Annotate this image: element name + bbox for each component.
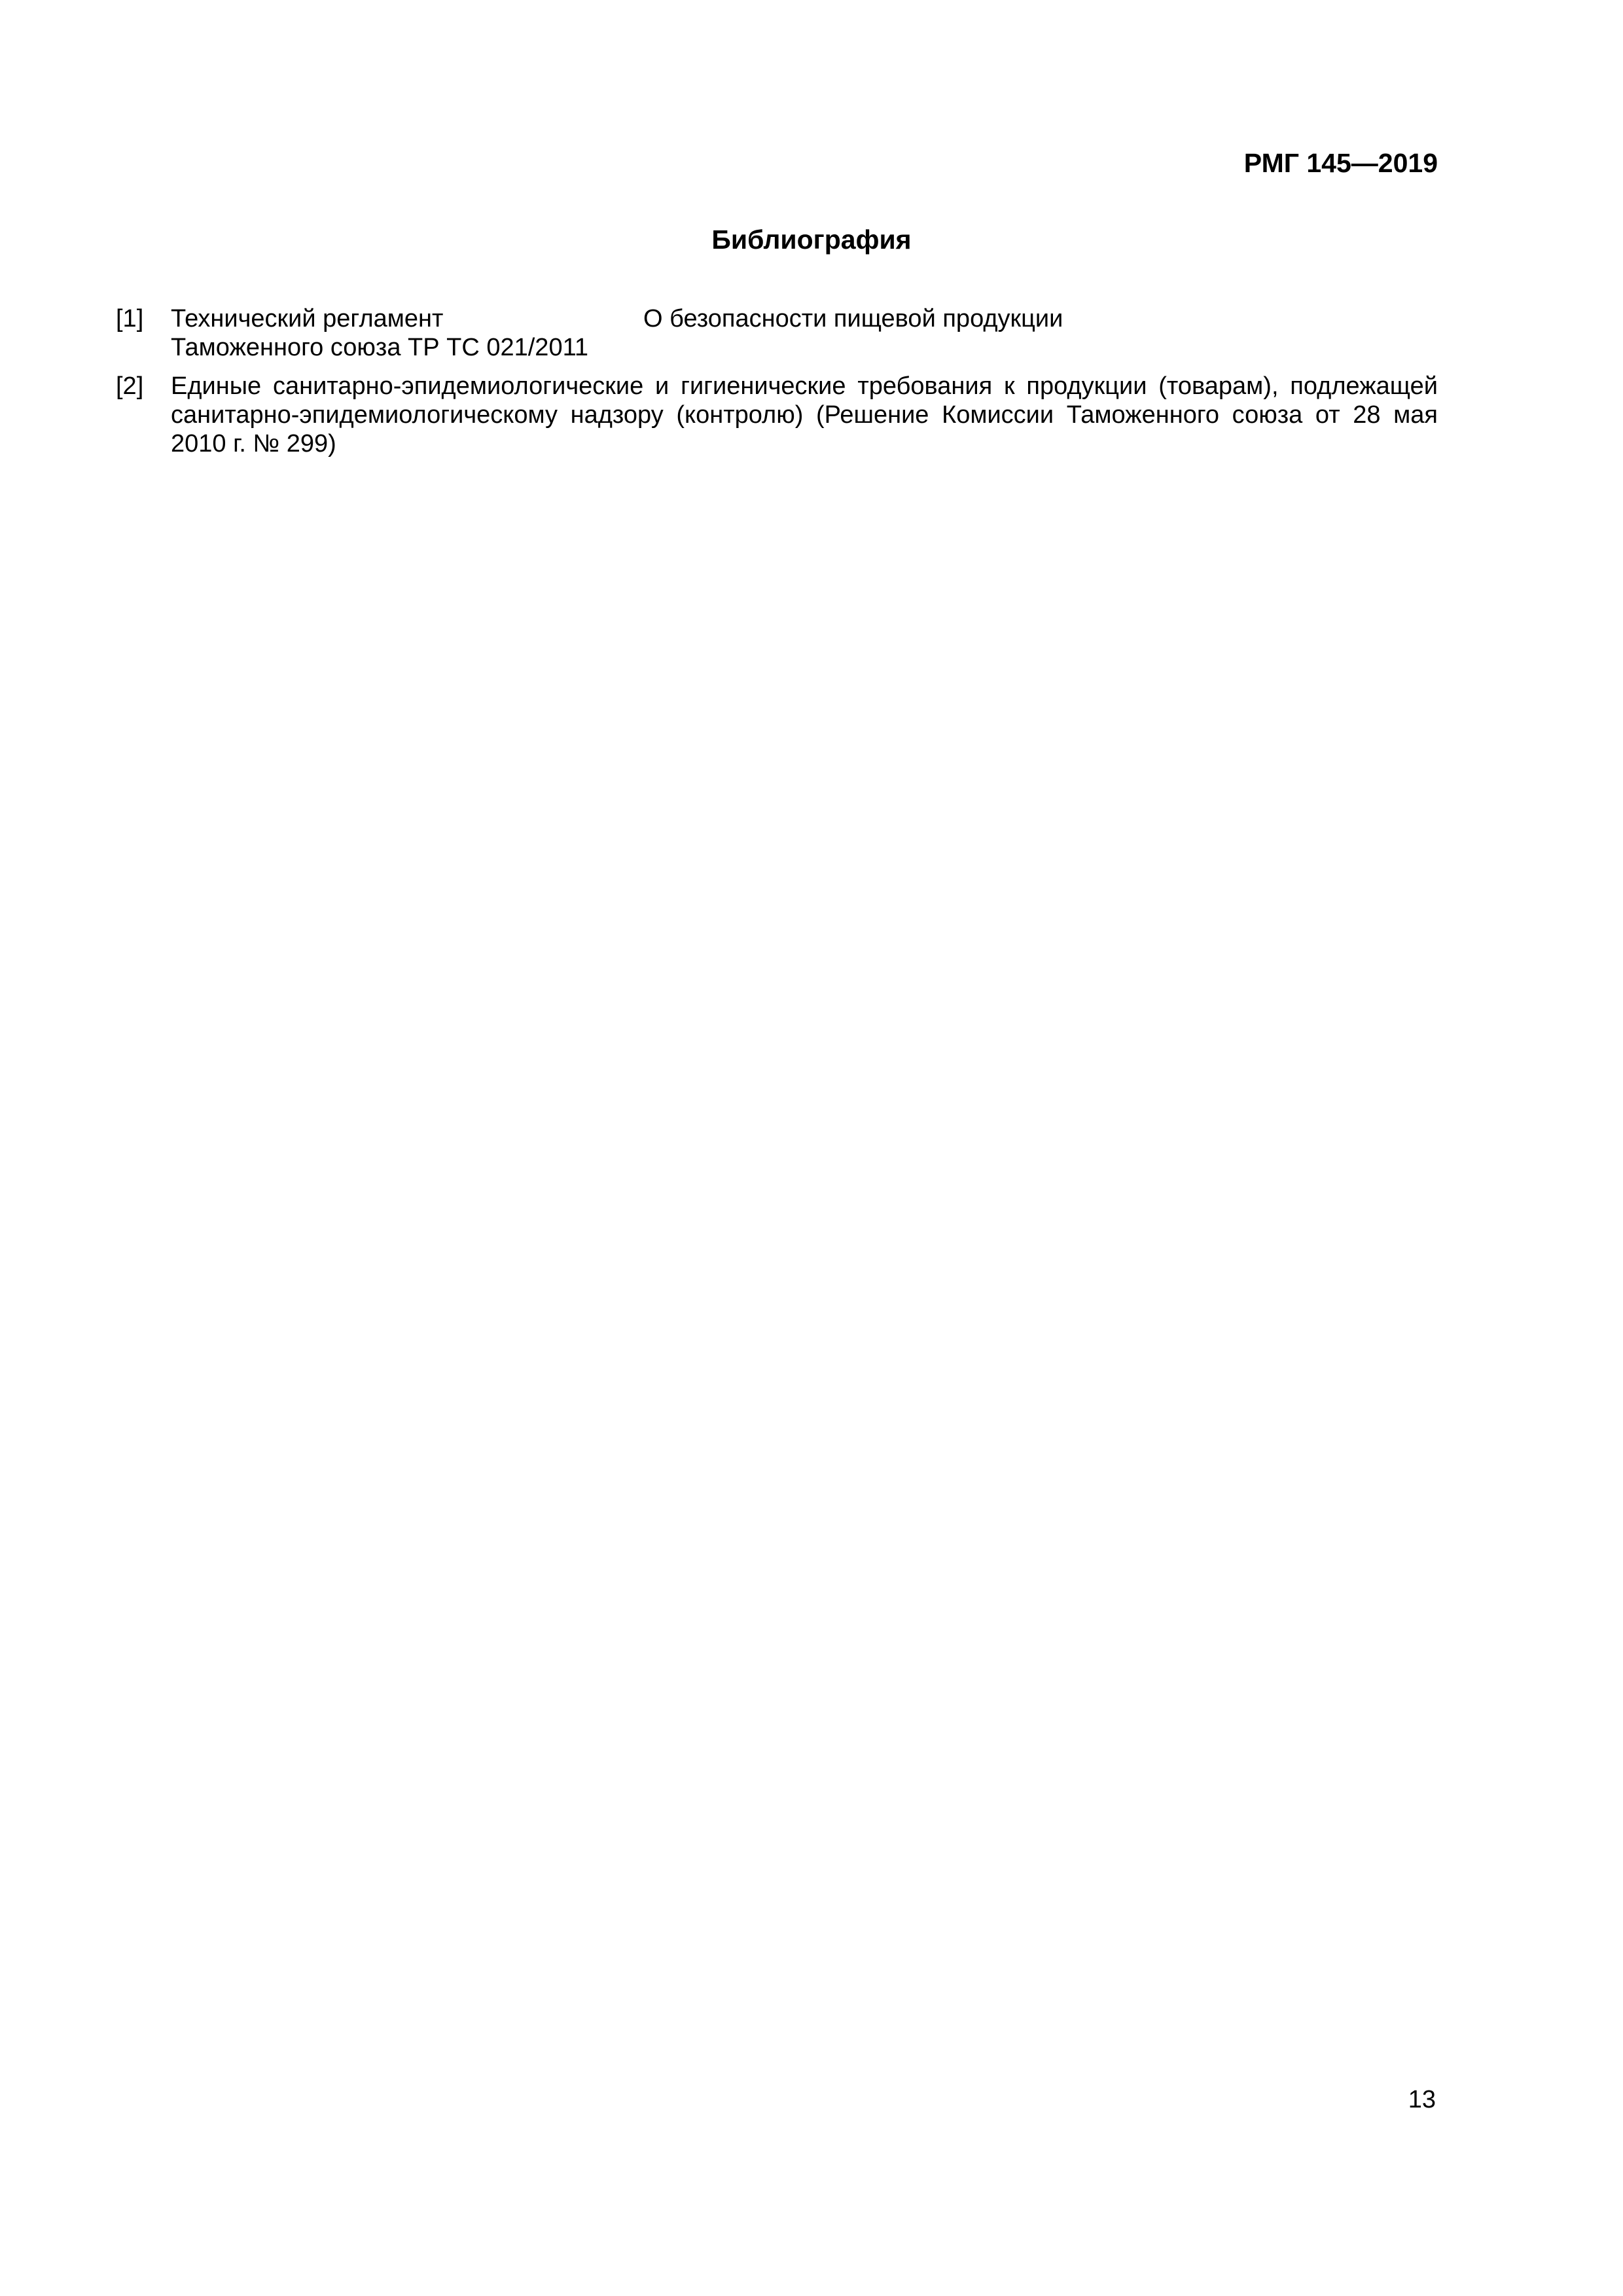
page-number: 13 — [1408, 2086, 1436, 2113]
document-code: РМГ 145—2019 — [1243, 148, 1438, 178]
entry-number: [1] — [116, 305, 144, 332]
entry-subject: О безопасности пищевой продукции — [643, 305, 1063, 332]
entry-number: [2] — [116, 372, 144, 400]
entry-text: Единые санитарно-эпидемиологические и гигиенические требования к продукции (товарам), подлежащей санитарно-эпидемиологическому надзору (контролю) (Решение Комиссии Таможенного союза от 28 мая 2010 г. № 299) — [171, 372, 1438, 457]
bibliography-list — [116, 304, 1438, 468]
entry-title-line-1: Технический регламент — [171, 305, 444, 332]
entry-title — [171, 304, 643, 362]
section-title: Библиография — [711, 224, 912, 255]
bibliography-entry-2 — [116, 372, 1438, 458]
bibliography-entry-1 — [116, 304, 1438, 362]
entry-title-line-2: Таможенного союза ТР ТС 021/2011 — [171, 334, 589, 361]
